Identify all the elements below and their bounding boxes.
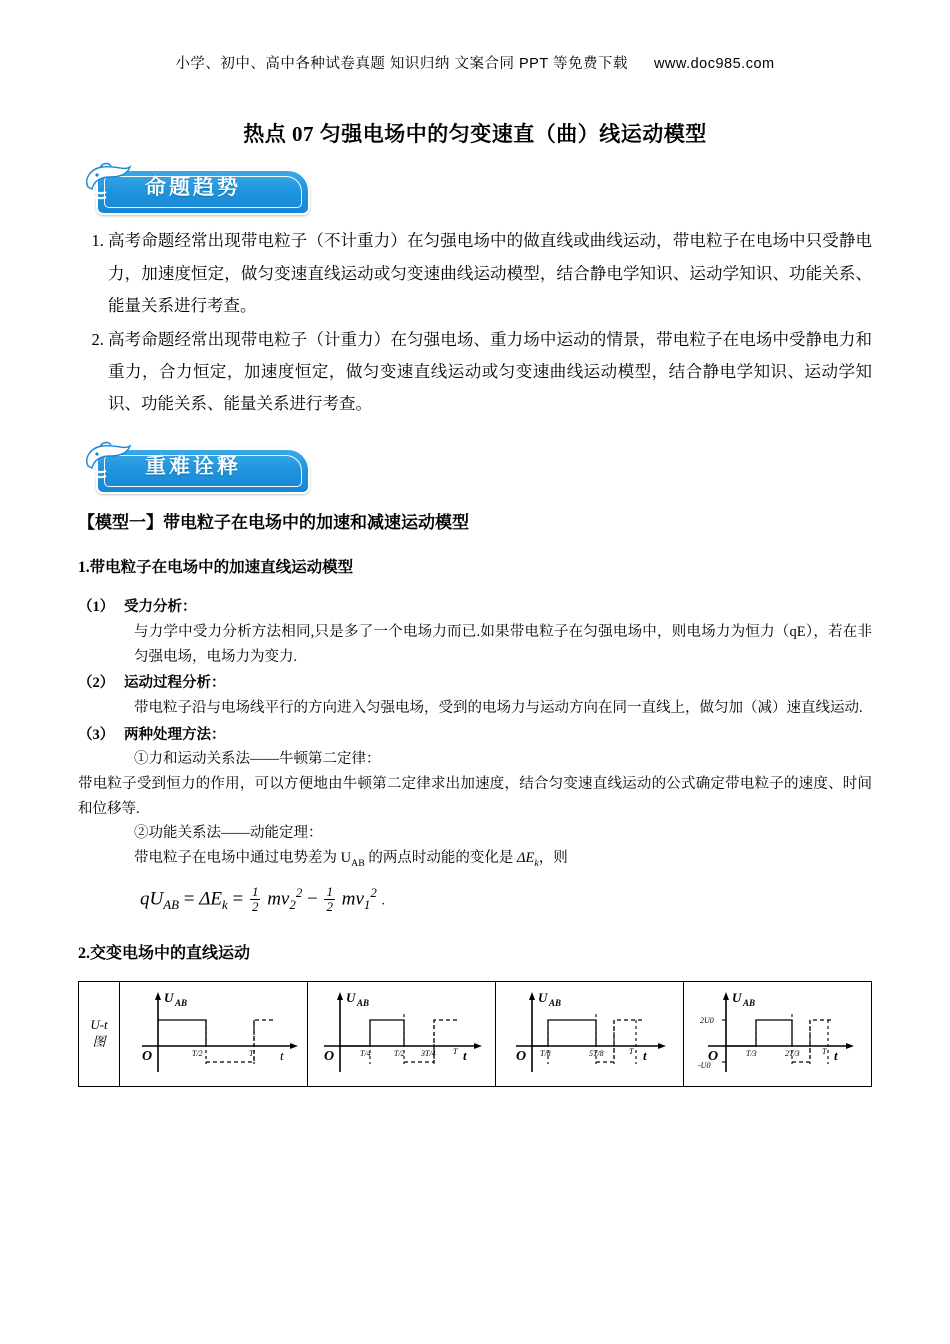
svg-text:T: T [629,1047,634,1057]
fraction-one-half: $\frac{1}{2}$ [251,883,259,914]
svg-text:T/3: T/3 [746,1049,757,1059]
point-3 [78,723,872,873]
svg-text:U: U [732,990,742,1006]
svg-text:O: O [142,1049,153,1065]
svg-text:U: U [164,990,174,1006]
svg-text:U: U [346,990,356,1006]
formula-kinetic-energy: $qU_{AB} = \Delta E_k$ = $\frac{1}{2}$ $mv_2^2$ − $\frac{1}{2}$ $mv_1^2$ . [140,883,386,914]
row-label-line1: U-t [90,1017,108,1033]
svg-text:T/2: T/2 [394,1049,405,1059]
svg-text:t: t [834,1048,838,1064]
banner-label: 重难诠释 [145,455,241,479]
svg-text:3T/4: 3T/4 [421,1049,436,1059]
graph-cell-1 [120,982,308,1087]
svg-text:T/8: T/8 [540,1049,551,1059]
header-note-url: www.doc985.com [653,56,775,72]
point-heading: 运动过程分析： [124,675,226,692]
svg-text:AB: AB [549,998,562,1009]
point-1 [78,595,872,669]
dolphin-icon [80,161,142,201]
svg-text:AB: AB [743,998,756,1009]
dolphin-icon [80,440,142,480]
row-label-line2: 图 [92,1034,106,1050]
point-text: 带电粒子受到恒力的作用，可以方便地由牛顿第二定律求出加速度，结合匀变速直线运动的公式确定带电粒子的速度、时间和位移等. [78,775,872,817]
model-title: 【模型一】带电粒子在电场中的加速和减速运动模型 [78,513,469,533]
list-item: 2. 高考命题经常出现带电粒子（计重力）在匀强电场、重力场中运动的情景，带电粒子在电场中受静电力和重力，合力恒定，加速度恒定，做匀变速直线运动或匀变速曲线运动模型，结合静电学知识、运动学知识、功能关系、能量关系进行考查。 [108,324,872,421]
graph-cell-2 [308,982,496,1087]
point-text: 带电粒子在电场中通过电势差为 $U_{AB}$ 的两点时动能的变化是 $\Delta E_k$，则 [134,849,568,869]
graph-2 [308,984,496,1084]
page-title: 热点 07 匀强电场中的匀变速直（曲）线运动模型 [243,122,707,146]
banner-key-difficulty [78,440,308,490]
point-number: （1） [78,599,115,616]
graph-cell-4 [684,982,872,1087]
svg-text:t: t [643,1048,647,1064]
point-text: ①力和运动关系法——牛顿第二定律： [134,751,381,768]
svg-text:AB: AB [175,998,188,1009]
point-2 [78,671,872,720]
list-item: 1. 高考命题经常出现带电粒子（不计重力）在匀强电场中的做直线或曲线运动，带电粒子在电场中只受静电力，加速度恒定，做匀变速直线运动或匀变速曲线运动模型，结合静电学知识、运动学知识、功能关系、能量关系进行考查。 [108,225,872,322]
table-row [79,982,872,1087]
svg-text:T: T [453,1047,458,1057]
footer-space [78,1087,872,1207]
svg-text:2T/3: 2T/3 [785,1049,800,1059]
svg-text:-U0: -U0 [698,1061,711,1071]
svg-text:T/4: T/4 [360,1049,371,1059]
graph-4 [684,984,872,1084]
graph-table [78,981,872,1087]
graph-3 [496,984,684,1084]
svg-text:O: O [516,1049,527,1065]
row-label [79,982,120,1087]
fraction-one-half: $\frac{1}{2}$ [326,883,333,914]
svg-text:2U0: 2U0 [700,1016,714,1026]
section-title-2: 2.交变电场中的直线运动 [78,945,251,963]
point-text: 与力学中受力分析方法相同,只是多了一个电场力而已.如果带电粒子在匀强电场中，则电场力为恒力（qE），若在非匀强电场，电场力为变力. [134,624,872,665]
svg-text:5T/8: 5T/8 [589,1049,604,1059]
header-note-text: 小学、初中、高中各种试卷真题 知识归纳 文案合同 PPT 等免费下载 [175,56,628,72]
point-heading: 两种处理方法： [124,726,226,743]
svg-text:T: T [249,1049,254,1059]
svg-text:O: O [708,1049,719,1065]
point-number: （2） [78,675,115,692]
svg-text:U: U [538,990,548,1006]
point-text: ②功能关系法——动能定理： [134,825,323,842]
graph-1 [120,984,308,1084]
svg-text:t: t [463,1048,467,1064]
sub-title: 1.带电粒子在电场中的加速直线运动模型 [78,559,354,577]
header-note [78,0,872,73]
svg-text:O: O [324,1049,335,1065]
svg-text:t: t [280,1048,284,1064]
svg-text:T/2: T/2 [192,1049,203,1059]
trend-list [78,225,872,420]
point-text: 带电粒子沿与电场线平行的方向进入匀强电场，受到的电场力与运动方向在同一直线上，做匀加（减）速直线运动. [134,700,863,717]
point-number: （3） [78,726,115,743]
banner-command-trend [78,161,308,211]
banner-label: 命题趋势 [145,176,241,200]
svg-text:T: T [822,1047,827,1057]
graph-cell-3 [496,982,684,1087]
point-heading: 受力分析： [124,599,197,616]
svg-text:AB: AB [357,998,370,1009]
